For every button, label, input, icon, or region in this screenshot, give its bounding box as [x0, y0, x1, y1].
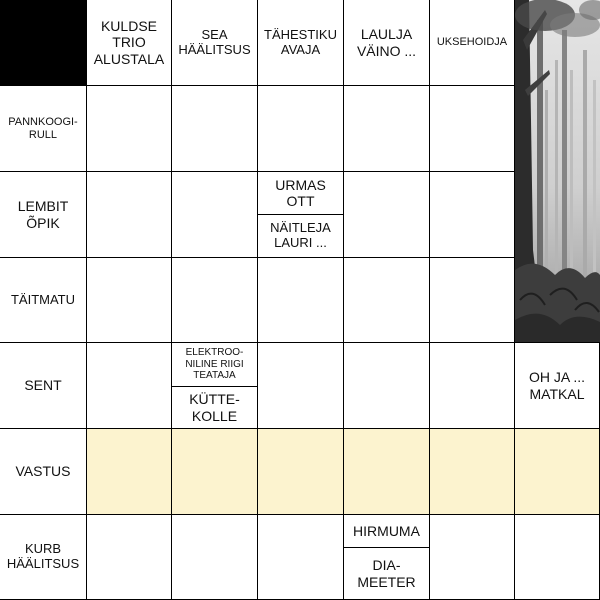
corner-block	[0, 0, 86, 86]
inner-clue-diameeter: DIA- MEETER	[357, 557, 416, 590]
answer-cell-4[interactable]	[344, 430, 429, 514]
answer-cell-2[interactable]	[172, 430, 257, 514]
top-clue-4: LAULJA VÄINO ...	[356, 26, 417, 59]
answer-cell-5[interactable]	[430, 430, 515, 514]
top-clue-3: TÄHESTIKU AVAJA	[264, 26, 337, 57]
answer-cell-3[interactable]	[258, 430, 343, 514]
answer-cell-6[interactable]	[516, 430, 600, 514]
inner-clue-urmas-ott: URMAS OTT	[275, 176, 326, 209]
left-clue-6: KURB HÄÄLITSUS	[6, 541, 80, 571]
inner-clue-oh-ja-matkal: OH JA ... MATKAL	[528, 369, 585, 402]
inner-clue-naitleja-lauri: NÄITLEJA LAURI ...	[270, 220, 331, 250]
top-clue-5: UKSEHOIDJA	[436, 36, 508, 49]
misty-forest-image	[515, 0, 600, 342]
top-clue-1: KULDSE TRIO ALUSTALA	[93, 18, 165, 67]
left-clue-2: LEMBIT ÕPIK	[17, 198, 69, 231]
left-clue-4: SENT	[24, 377, 62, 394]
top-clue-2: SEA HÄÄLITSUS	[178, 26, 251, 57]
left-clue-1: PANNKOOGI- RULL	[8, 115, 78, 141]
inner-clue-kuttekolle: KÜTTE- KOLLE	[189, 391, 240, 424]
left-clue-5: VASTUS	[15, 463, 71, 480]
inner-clue-hirmuma: HIRMUMA	[353, 522, 420, 539]
answer-cell-1[interactable]	[87, 430, 171, 514]
inner-clue-elektrooniline: ELEKTROO- NILINE RIIGI TEATAJA	[185, 347, 244, 382]
left-clue-3: TÄITMATU	[10, 291, 76, 307]
